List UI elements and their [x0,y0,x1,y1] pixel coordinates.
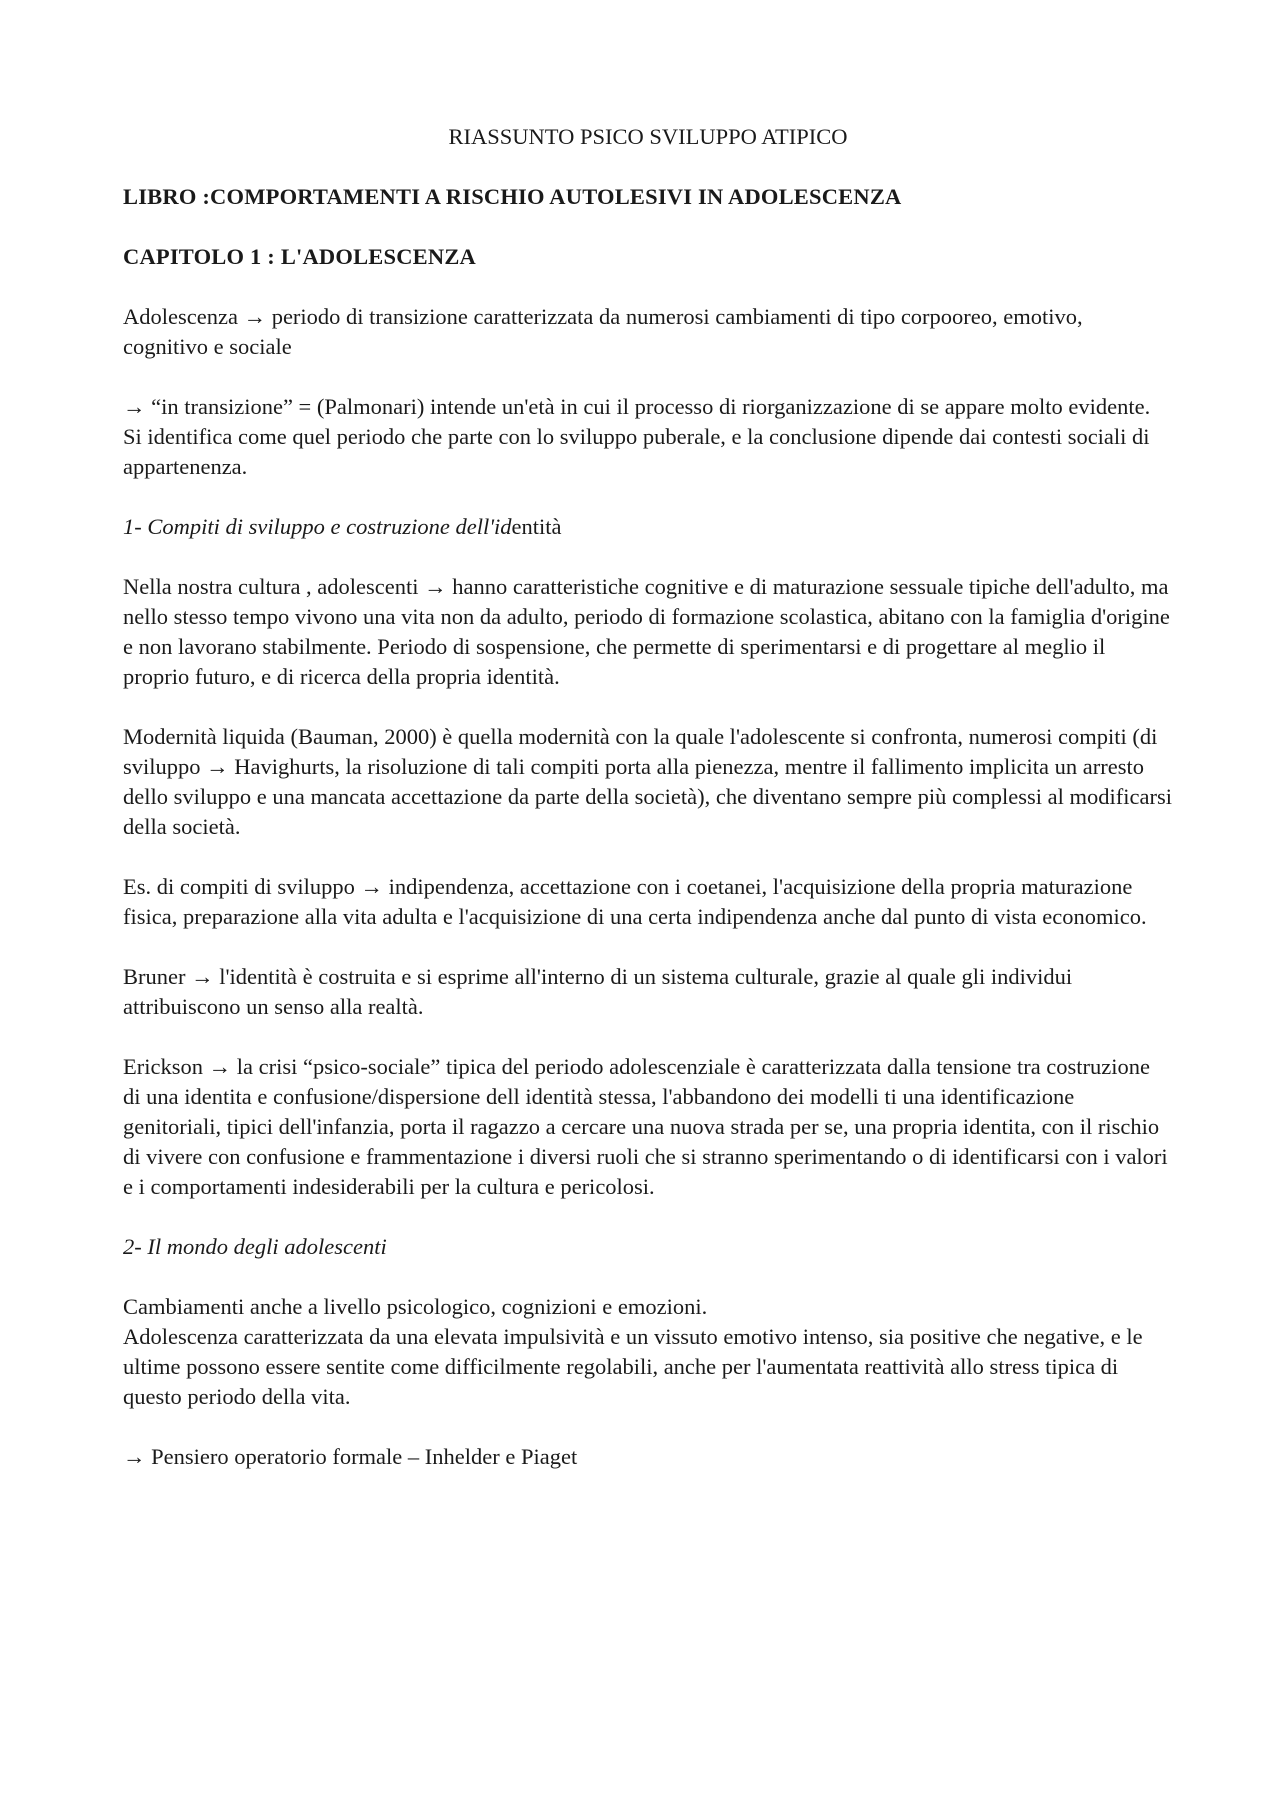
paragraph-bruner: Bruner → l'identità è costruita e si esprime all'interno di un sistema culturale, grazie al quale gli individui attribuiscono un senso alla realtà. [123,964,1073,1019]
paragraph-adolescenza: Adolescenza → periodo di transizione caratterizzata da numerosi cambiamenti di tipo corpooreo, emotivo, cognitivo e sociale [123,304,1083,359]
paragraph-esempi: Es. di compiti di sviluppo → indipendenza, accettazione con i coetanei, l'acquisizione della propria maturazione fisica, preparazione alla vita adulta e l'acquisizione di una certa indipendenza anche dal punto di vista economico. [123,874,1147,929]
paragraph-transizione-block [123,392,1173,482]
book-heading: LIBRO :COMPORTAMENTI A RISCHIO AUTOLESIVI IN ADOLESCENZA [123,184,902,209]
chapter-heading: CAPITOLO 1 : L'ADOLESCENZA [123,244,476,269]
paragraph-identifica: Si identifica come quel periodo che parte con lo sviluppo puberale, e la conclusione dipende dai contesti sociali di appartenenza. [123,424,1150,479]
paragraph-pensiero: → Pensiero operatorio formale – Inhelder e Piaget [123,1444,578,1469]
section-heading-compiti-italic: 1- Compiti di sviluppo e costruzione dell'id [123,514,512,539]
paragraph-cambiamenti-block [123,1292,1173,1412]
paragraph-transizione: → “in transizione” = (Palmonari) intende un'età in cui il processo di riorganizzazione di se appare molto evidente. [123,394,1151,419]
section-heading-compiti-plain: entità [511,514,562,539]
section-heading-compiti [123,512,1173,542]
section-heading-mondo: 2- Il mondo degli adolescenti [123,1234,387,1259]
paragraph-erickson: Erickson → la crisi “psico-sociale” tipica del periodo adolescenziale è caratterizzata dalla tensione tra costruzione di una identita e confusione/dispersione dell identità stessa, l'abbandono dei modelli ti una identificazione genitoriali, tipici dell'infanzia, porta il ragazzo a cercare una nuova strada per se, una propria identita, con il rischio di vivere con confusione e frammentazione i diversi ruoli che si stranno sperimentando o di identificarsi con i valori e i comportamenti indesiderabili per la cultura e pericolosi. [123,1054,1168,1199]
paragraph-cultura: Nella nostra cultura , adolescenti → hanno caratteristiche cognitive e di maturazione sessuale tipiche dell'adulto, ma nello stesso tempo vivono una vita non da adulto, periodo di formazione scolastica, abitano con la famiglia d'origine e non lavorano stabilmente. Periodo di sospensione, che permette di sperimentarsi e di progettare al meglio il proprio futuro, e di ricerca della propria identità. [123,574,1170,689]
paragraph-modernita: Modernità liquida (Bauman, 2000) è quella modernità con la quale l'adolescente si confronta, numerosi compiti (di sviluppo → Havighurts, la risoluzione di tali compiti porta alla pienezza, mentre il fallimento implicita un arresto dello sviluppo e una mancata accettazione da parte della società), che diventano sempre più complessi al modificarsi della società. [123,724,1172,839]
paragraph-impulsivita: Adolescenza caratterizzata da una elevata impulsività e un vissuto emotivo intenso, sia positive che negative, e le ultime possono essere sentite come difficilmente regolabili, anche per l'aumentata reattività allo stress tipica di questo periodo della vita. [123,1324,1143,1409]
paragraph-cambiamenti: Cambiamenti anche a livello psicologico, cognizioni e emozioni. [123,1294,708,1319]
document-page [123,122,1173,1502]
document-title: RIASSUNTO PSICO SVILUPPO ATIPICO [448,124,848,149]
